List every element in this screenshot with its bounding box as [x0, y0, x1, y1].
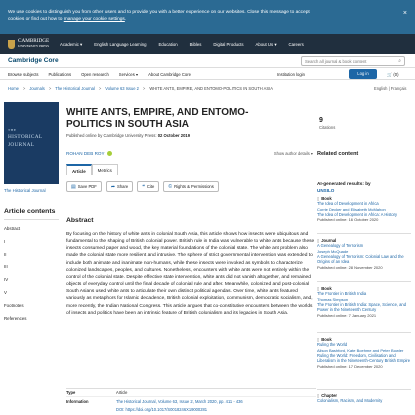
- journal-name-link[interactable]: The Historical Journal: [4, 188, 46, 193]
- article-contents: [4, 208, 59, 325]
- search-input[interactable]: [301, 56, 405, 66]
- cookie-message: [8, 10, 348, 23]
- cookie-text-2: cookies or find out how to: [8, 16, 63, 22]
- related-item[interactable]: [317, 393, 411, 404]
- brand-line1: CAMBRIDGE: [18, 38, 50, 44]
- subnav-services[interactable]: Services ▾: [118, 72, 139, 77]
- nav-careers[interactable]: Careers: [288, 42, 304, 47]
- divider: [317, 281, 411, 282]
- citations-count: 9: [319, 117, 323, 124]
- cookie-text-3: .: [124, 16, 127, 22]
- divider: [317, 332, 411, 333]
- doi-link[interactable]: DOI: https://doi.org/10.1017/S0018246X19000281: [116, 406, 208, 412]
- breadcrumb-sep: >: [22, 86, 26, 91]
- related-authors[interactable]: Joseph McQuade: [317, 248, 349, 254]
- cup-nav: [60, 42, 304, 48]
- related-item[interactable]: [317, 196, 411, 222]
- meta-value: Article: [116, 390, 128, 395]
- related-authors[interactable]: Alison Bashford, Kate Boehme and Peter Bowler: [317, 347, 404, 353]
- nav-bibles[interactable]: Bibles: [189, 42, 202, 47]
- breadcrumb-issue[interactable]: Volume 63 Issue 2: [105, 86, 139, 91]
- related-extra[interactable]: The Frontier in British India: Space, Science, and Power in the Nineteenth Century: [317, 301, 406, 312]
- related-item[interactable]: [317, 337, 411, 369]
- breadcrumb-journal[interactable]: The Historical Journal: [55, 86, 95, 91]
- brand-line2: UNIVERSITY PRESS: [18, 44, 50, 48]
- meta-key: Type: [66, 390, 76, 395]
- subnav: [0, 68, 415, 80]
- breadcrumb-journals[interactable]: Journals: [29, 86, 45, 91]
- sidebar: [317, 151, 411, 193]
- save-pdf-label: Save PDF: [77, 184, 97, 189]
- book-icon: ▯: [317, 337, 320, 342]
- book-icon: ▯: [317, 196, 320, 201]
- book-icon: ▯: [317, 286, 320, 291]
- divider: [317, 389, 411, 390]
- cup-brand: [18, 39, 49, 49]
- article-tabs: [66, 164, 118, 175]
- journal-icon: ▯: [317, 238, 320, 243]
- abstract-heading: Abstract: [66, 217, 94, 224]
- share-label: Share: [117, 184, 129, 189]
- related-type: Chapter: [321, 393, 338, 398]
- contents-section-4[interactable]: IV: [4, 277, 9, 283]
- related-date: Published online: 16 October 2020: [317, 217, 379, 222]
- meta-row-type: [66, 389, 316, 397]
- core-bar: [0, 54, 415, 68]
- cup-header: [0, 34, 415, 54]
- tab-article[interactable]: Article: [66, 164, 92, 175]
- related-item[interactable]: [317, 286, 411, 318]
- cookie-banner: [0, 0, 415, 34]
- abstract-text: By focusing on the history of white ants in colonial South Asia, this article shows how insects were ubiquitous and fundamental to the shaping of British colonial power. British rule in India was vulnerable to white ants because these insects consumed paper and wood, the key material foundations of the colonial state. The white ant problem also made the colonial state more resilient and intrusive. The sphere of strict governmental intervention was extended to include both animate and inanimate non-humans, while these insects were invoked as symbols to characterize colonized landscapes, peoples, and cultures. Nonetheless, encounters with white ants were not entirely within the control of the colonial state. Despite effective state intervention, white ants did not vanish altogether, and remained objects of everyday control until the final decade of colonial rule and after. Meanwhile, colonized and post-colonial South Asians used white ants to articulate their own distinct political agendas. Over time, white ants featured variously as metaphors for Islamic decadence, British colonial exploitation, communism, democratic socialism, and, more recently, the Indian National Congress. This article argues that co-constitutive encounters between the worlds of insects and politics have been an intrinsic feature of British colonialism and its legacies in South Asia.: [66, 232, 315, 316]
- subnav-about[interactable]: About Cambridge Core: [148, 72, 191, 77]
- show-author-details[interactable]: Show author details ▾: [273, 151, 313, 156]
- breadcrumb: [8, 86, 273, 91]
- breadcrumb-current: WHITE ANTS, EMPIRE, AND ENTOMO-POLITICS IN SOUTH ASIA: [149, 86, 273, 91]
- citations-label: Citations: [319, 125, 336, 130]
- related-extra[interactable]: A Genealogy of Terrorism: Colonial Law and the Origins of an Idea: [317, 253, 404, 264]
- journal-cover[interactable]: [4, 102, 59, 184]
- cookie-text-1: We use cookies to distinguish you from other users and to provide you with a better experience on our websites. Close this message to accept: [8, 10, 310, 15]
- cover-line2: HISTORICAL: [8, 134, 43, 140]
- article-actions: [66, 181, 219, 192]
- cover-line3: JOURNAL: [8, 142, 35, 148]
- share-icon: ➦: [110, 183, 116, 190]
- save-pdf-button[interactable]: [66, 181, 102, 192]
- published-label: Published online by Cambridge University Press:: [66, 133, 157, 138]
- cite-button[interactable]: [137, 181, 159, 192]
- copyright-icon: ©: [168, 183, 173, 190]
- related-authors[interactable]: Corrie Decker and Elisabeth McMahon: [317, 206, 386, 212]
- breadcrumb-sep: >: [48, 86, 52, 91]
- language-switch[interactable]: English | Français: [374, 86, 407, 91]
- meta-row-information: [66, 397, 316, 405]
- contents-footnotes[interactable]: Footnotes: [4, 302, 24, 308]
- unsilo-link[interactable]: UNSILO: [317, 188, 335, 193]
- nav-digital-products[interactable]: Digital Products: [213, 42, 244, 47]
- cup-logo[interactable]: [8, 39, 49, 49]
- related-type: Book: [321, 286, 332, 291]
- subnav-open-research[interactable]: Open research: [81, 72, 109, 77]
- published-date: 02 October 2019: [157, 133, 191, 138]
- related-date: Published online: 7 January 2021: [317, 312, 377, 318]
- published-line: [66, 133, 190, 138]
- author-name[interactable]: ROHAN DEB ROY: [66, 151, 105, 156]
- related-date: Published online: 17 December 2020: [317, 363, 383, 369]
- related-extra[interactable]: The Idea of Development in Africa: A History: [317, 211, 398, 217]
- core-title[interactable]: Cambridge Core: [8, 57, 59, 64]
- nav-about-us[interactable]: About Us ▾: [255, 42, 277, 47]
- related-title[interactable]: The Idea of Development in Africa: [317, 201, 379, 206]
- meta-value[interactable]: The Historical Journal, Volume 63, Issue 2, March 2020, pp. 411 - 436: [116, 398, 243, 404]
- contents-abstract[interactable]: Abstract: [4, 226, 21, 231]
- contents-section-5[interactable]: V: [4, 289, 7, 295]
- article-title: WHITE ANTS, EMPIRE, AND ENTOMO-POLITICS IN SOUTH ASIA: [66, 107, 249, 130]
- share-button[interactable]: [106, 181, 133, 192]
- related-date: Published online: 28 November 2020: [317, 264, 383, 270]
- related-title[interactable]: The Frontier in British India: [317, 291, 367, 296]
- contents-references[interactable]: References: [4, 315, 27, 321]
- meta-row-doi: [66, 405, 316, 413]
- contents-section-3[interactable]: III: [4, 264, 8, 270]
- subnav-items: [8, 72, 191, 77]
- institution-login-link[interactable]: Institution login: [277, 72, 305, 77]
- author-line: [66, 151, 313, 161]
- related-type: Book: [321, 196, 332, 201]
- citations-metric[interactable]: [319, 117, 335, 130]
- shield-icon: [8, 40, 15, 49]
- article-metadata: [66, 388, 316, 413]
- nav-education[interactable]: Education: [158, 42, 178, 47]
- cover-line1: THE: [8, 128, 17, 132]
- nav-english-language-learning[interactable]: English Language Learning: [94, 42, 147, 47]
- subnav-browse-subjects[interactable]: Browse subjects: [8, 72, 39, 77]
- cookie-settings-link[interactable]: manage your cookie settings: [63, 16, 125, 22]
- close-icon[interactable]: ×: [402, 10, 407, 17]
- related-type: Book: [321, 337, 332, 342]
- subnav-publications[interactable]: Publications: [48, 72, 72, 77]
- related-heading: Related content: [317, 151, 359, 157]
- related-title[interactable]: Colonialism, Racism, and Modernity: [317, 398, 383, 403]
- contents-section-1[interactable]: I: [4, 238, 6, 244]
- tab-metrics[interactable]: Metrics: [92, 164, 118, 175]
- related-item[interactable]: [317, 238, 411, 270]
- contents-section-2[interactable]: II: [4, 251, 7, 257]
- search-icon[interactable]: ⌕: [398, 58, 401, 64]
- breadcrumb-sep: >: [142, 86, 146, 91]
- breadcrumb-home[interactable]: Home: [8, 86, 19, 91]
- rights-label: Rights & Permissions: [174, 184, 214, 189]
- divider: [317, 233, 411, 234]
- search-placeholder: Search all journal & book content: [305, 59, 367, 64]
- rights-permissions-button[interactable]: [163, 181, 218, 192]
- quote-icon: ❝: [142, 183, 145, 190]
- related-title[interactable]: Ruling the World: [317, 342, 348, 347]
- login-button[interactable]: Log in: [349, 69, 377, 79]
- related-type: Journal: [321, 238, 337, 243]
- related-authors[interactable]: Thomas Simpson: [317, 296, 349, 302]
- orcid-icon[interactable]: [107, 151, 112, 156]
- chapter-icon: ▯: [317, 393, 320, 398]
- related-title[interactable]: A Genealogy of Terrorism: [317, 243, 364, 248]
- nav-academic[interactable]: Academic ▾: [60, 42, 83, 47]
- contents-heading: Article contents: [4, 208, 59, 220]
- breadcrumb-sep: >: [98, 86, 102, 91]
- cart-link[interactable]: 🛒 (0): [387, 72, 399, 77]
- meta-key: Information: [66, 398, 89, 404]
- cite-label: Cite: [146, 184, 155, 189]
- related-extra[interactable]: Ruling the World: Freedom, Civilisation and Liberalism in the Nineteenth-Century British Empire: [317, 352, 411, 363]
- ai-results-heading: AI-generated results: by: [317, 181, 371, 186]
- pdf-icon: ▤: [71, 183, 76, 190]
